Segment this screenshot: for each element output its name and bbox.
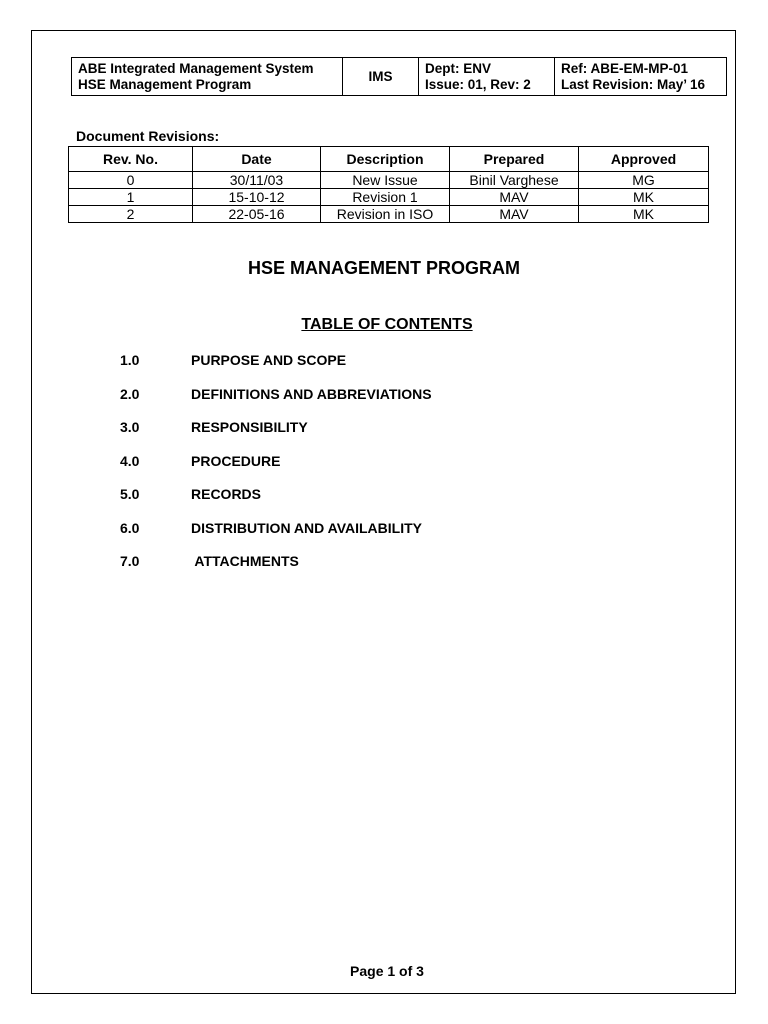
table-row bbox=[69, 172, 709, 189]
table-cell: Revision in ISO bbox=[321, 206, 450, 223]
page-title: HSE MANAGEMENT PROGRAM bbox=[247, 258, 520, 278]
toc-item-number: 6.0 bbox=[120, 520, 140, 536]
header-ref-cell bbox=[555, 58, 727, 96]
header-dept-cell bbox=[419, 58, 555, 96]
toc-item-label: DISTRIBUTION AND AVAILABILITY bbox=[191, 520, 422, 536]
table-cell: MK bbox=[579, 206, 709, 223]
table-cell: New Issue bbox=[321, 172, 450, 189]
table-cell: Binil Varghese bbox=[450, 172, 579, 189]
column-header: Date bbox=[193, 147, 321, 172]
table-cell: MK bbox=[579, 189, 709, 206]
toc-heading: TABLE OF CONTENTS bbox=[301, 316, 473, 333]
column-header: Prepared bbox=[450, 147, 579, 172]
revisions-header-row bbox=[69, 147, 709, 172]
toc-item-number: 1.0 bbox=[120, 352, 140, 368]
toc-item-label: PROCEDURE bbox=[191, 453, 281, 469]
table-cell: MG bbox=[579, 172, 709, 189]
table-cell: MAV bbox=[450, 189, 579, 206]
toc-item-label: PURPOSE AND SCOPE bbox=[191, 352, 347, 368]
toc-item-label: RECORDS bbox=[191, 486, 262, 502]
ref: Ref: ABE-EM-MP-01 bbox=[561, 60, 689, 76]
column-header: Approved bbox=[579, 147, 709, 172]
document-header bbox=[71, 57, 727, 96]
toc-item-label: ATTACHMENTS bbox=[191, 553, 299, 569]
table-row bbox=[69, 189, 709, 206]
toc-item-number: 4.0 bbox=[120, 453, 140, 469]
ims-cell: IMS bbox=[343, 58, 419, 96]
column-header: Rev. No. bbox=[69, 147, 193, 172]
table-cell: 30/11/03 bbox=[193, 172, 321, 189]
program-name: HSE Management Program bbox=[78, 76, 252, 92]
table-cell: 0 bbox=[69, 172, 193, 189]
toc-item-number: 5.0 bbox=[120, 486, 140, 502]
toc-item-label: DEFINITIONS AND ABBREVIATIONS bbox=[191, 386, 432, 402]
issue: Issue: 01, Rev: 2 bbox=[425, 76, 531, 92]
table-cell: 15-10-12 bbox=[193, 189, 321, 206]
system-name: ABE Integrated Management System bbox=[78, 60, 314, 76]
table-cell: 2 bbox=[69, 206, 193, 223]
table-cell: MAV bbox=[450, 206, 579, 223]
table-cell: Revision 1 bbox=[321, 189, 450, 206]
table-cell: 22-05-16 bbox=[193, 206, 321, 223]
revisions-caption: Document Revisions: bbox=[76, 128, 220, 144]
toc-item-number: 7.0 bbox=[120, 553, 140, 569]
page-number: Page 1 of 3 bbox=[350, 963, 424, 979]
revisions-table bbox=[68, 146, 709, 223]
column-header: Description bbox=[321, 147, 450, 172]
toc-item-number: 2.0 bbox=[120, 386, 140, 402]
dept: Dept: ENV bbox=[425, 60, 492, 76]
toc-item-number: 3.0 bbox=[120, 419, 140, 435]
table-row bbox=[69, 206, 709, 223]
toc-item-label: RESPONSIBILITY bbox=[191, 419, 308, 435]
last-revision: Last Revision: May’ 16 bbox=[561, 76, 706, 92]
header-system-cell bbox=[72, 58, 343, 96]
table-cell: 1 bbox=[69, 189, 193, 206]
